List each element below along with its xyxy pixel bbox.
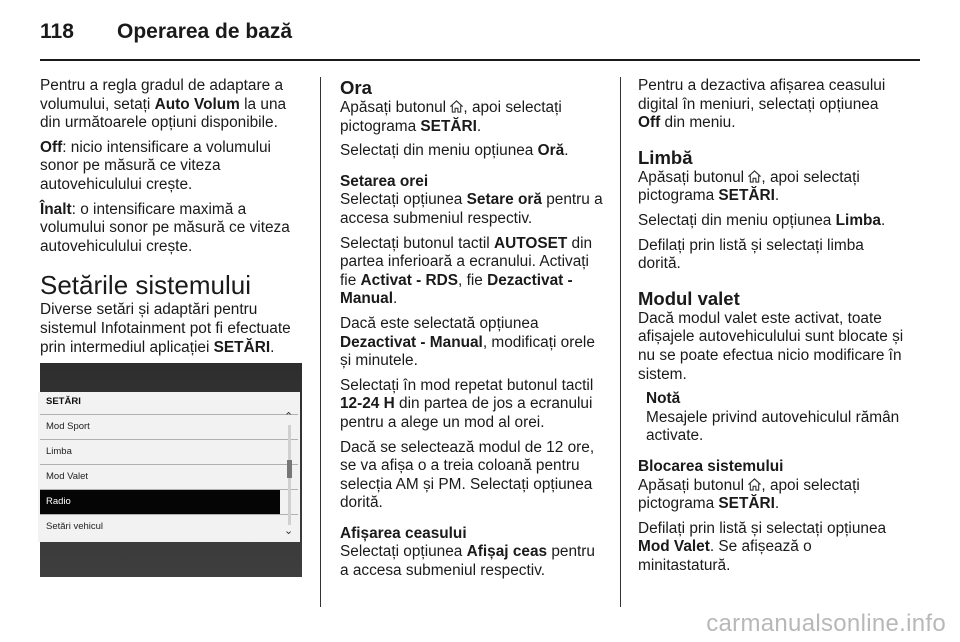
menu-item[interactable]: Mod Sport xyxy=(46,421,90,432)
menu-item[interactable]: Mod Valet xyxy=(46,471,89,482)
menu-title: SETĂRI xyxy=(46,396,81,407)
column-2 xyxy=(340,77,606,587)
column-divider xyxy=(320,77,321,607)
chevron-up-icon[interactable]: ⌃ xyxy=(284,411,294,423)
paragraph: Diverse setări și adaptări pentru sistemul Infotainment pot fi efectuate prin intermediul aplicației SETĂRI. xyxy=(40,301,291,356)
menu-item[interactable]: Radio xyxy=(40,490,280,514)
section-heading: Limbă xyxy=(638,146,693,168)
watermark: carmanualsonline.info xyxy=(706,610,946,637)
note-title: Notă xyxy=(646,390,681,408)
paragraph: Selectați în mod repetat butonul tactil 12-24 H din partea de jos a ecranului pentru a alege un mod al orei. xyxy=(340,376,594,431)
paragraph: Pentru a regla gradul de adaptare a volumului, setați Auto Volum la una din următoarele opțiuni disponibile. xyxy=(40,77,287,132)
paragraph: Defilați prin listă și selectați limba dorită. xyxy=(638,236,864,273)
paragraph: Selectați opțiunea Afișaj ceas pentru a accesa submeniul respectiv. xyxy=(340,543,595,580)
paragraph: Înalt: o intensificare maximă a volumului sonor pe măsură ce viteza autovehiculului crește. xyxy=(40,200,290,255)
home-icon xyxy=(450,100,463,113)
home-icon xyxy=(748,478,761,491)
chevron-down-icon[interactable]: ⌄ xyxy=(284,525,294,537)
paragraph: Pentru a dezactiva afișarea ceasului digital în meniuri, selectați opțiunea Off din meniu. xyxy=(638,77,886,132)
paragraph: Apăsați butonul , apoi selectați pictograma SETĂRI. xyxy=(340,99,562,135)
column-3 xyxy=(638,77,904,581)
paragraph: Dacă se selectează modul de 12 ore, se va afișa o a treia coloană pentru selecția AM și PM. Selectați opțiunea dorită. xyxy=(340,438,595,512)
paragraph: Defilați prin listă și selectați opțiunea Mod Valet. Se afișează o minitastatură. xyxy=(638,519,887,574)
column-divider xyxy=(620,77,621,607)
scroll-thumb[interactable] xyxy=(287,460,292,478)
page-header xyxy=(40,12,292,52)
page-number: 118 xyxy=(40,20,74,43)
sub-heading: Blocarea sistemului xyxy=(638,457,784,475)
paragraph: Apăsați butonul , apoi selectați pictograma SETĂRI. xyxy=(638,476,860,513)
note-text: Mesajele privind autovehiculul rămân activate. xyxy=(646,408,900,445)
section-heading: Modul valet xyxy=(638,287,740,309)
paragraph: Dacă este selectată opțiunea Dezactivat - Manual, modificați orele și minutele. xyxy=(340,314,595,370)
paragraph: Dacă modul valet este activat, toate afișajele autovehiculului sunt blocate și nu se poate efectua nicio modificare în sistem. xyxy=(638,309,904,383)
home-icon xyxy=(748,170,761,183)
paragraph: Selectați din meniu opțiunea Oră. xyxy=(340,142,569,160)
section-heading: Ora xyxy=(340,77,372,98)
sub-heading: Setarea orei xyxy=(340,172,429,190)
menu-item[interactable]: Setări vehicul xyxy=(46,521,104,532)
page-title: Operarea de bază xyxy=(117,20,293,43)
paragraph: Selectați opțiunea Setare oră pentru a accesa submeniul respectiv. xyxy=(340,191,603,227)
header-rule xyxy=(40,59,920,61)
menu-item[interactable]: Limba xyxy=(46,446,72,457)
sub-heading: Afișarea ceasului xyxy=(340,524,467,542)
paragraph: Selectați din meniu opțiunea Limba. xyxy=(638,211,886,229)
column-1 xyxy=(40,77,306,363)
paragraph: Apăsați butonul , apoi selectați pictograma SETĂRI. xyxy=(638,168,860,205)
note xyxy=(638,390,904,446)
section-heading: Setările sistemului xyxy=(40,270,251,301)
paragraph: Selectați butonul tactil AUTOSET din partea inferioară a ecranului. Activați fie Activat - RDS, fie Dezactivat - Manual. xyxy=(340,234,593,308)
paragraph: Off: nicio intensificare a volumului sonor pe măsură ce viteza autovehiculului crește. xyxy=(40,138,271,193)
